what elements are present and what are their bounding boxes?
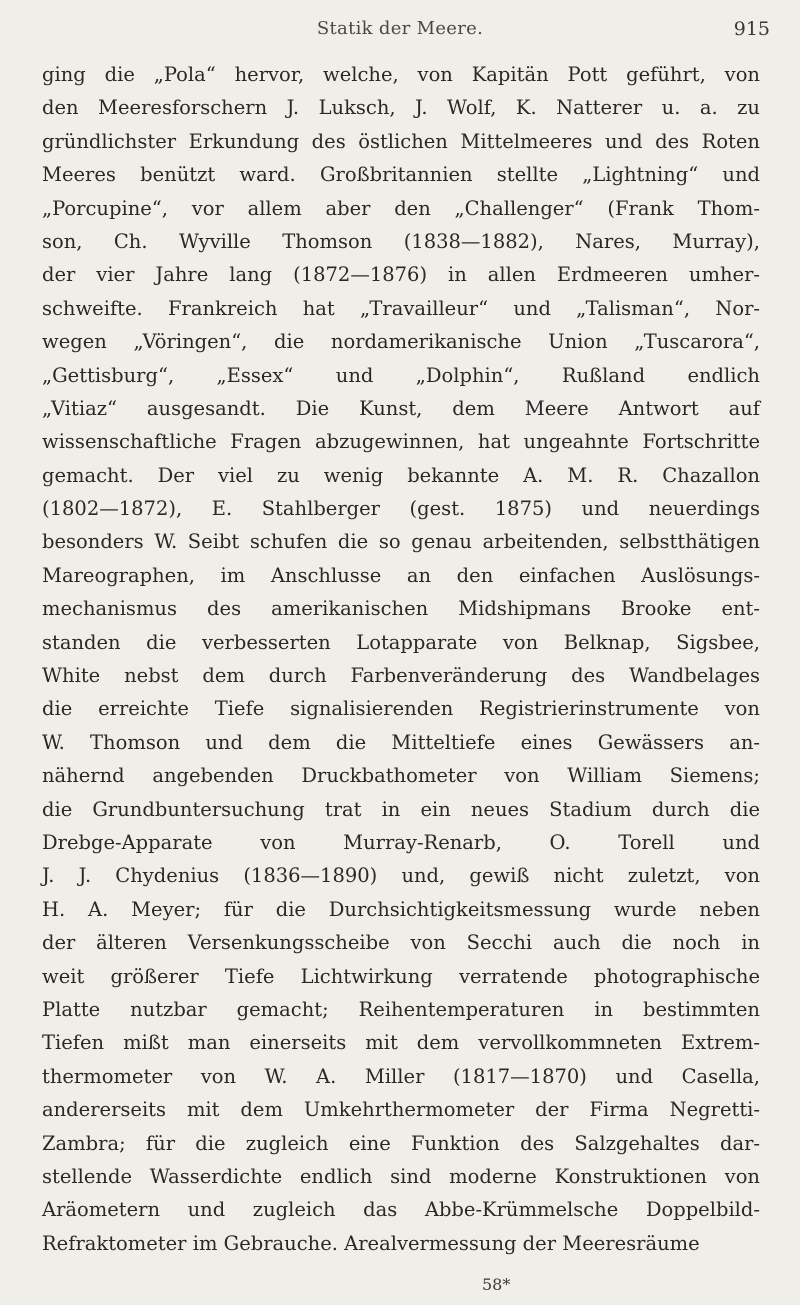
text-line-8: schweifte. Frankreich hat „Travailleur“ und „Talisman“, Nor-	[42, 296, 760, 320]
text-line-14: (1802—1872), E. Stahlberger (gest. 1875) und neuerdings	[42, 497, 760, 521]
text-line-27: der älteren Versenkungsscheibe von Secchi auch die noch in	[42, 931, 760, 955]
text-line-22: nähernd angebenden Druckbathometer von William Siemens;	[42, 764, 760, 788]
text-line-5: „Porcupine“, vor allem aber den „Challenger“ (Frank Thom-	[42, 196, 760, 220]
text-line-36: Refraktometer im Gebrauche. Arealvermessung der Meeresräume	[42, 1231, 700, 1255]
text-line-18: standen die verbesserten Lotapparate von Belknap, Sigsbee,	[42, 630, 760, 654]
text-line-34: stellende Wasserdichte endlich sind moderne Konstruktionen von	[42, 1164, 760, 1188]
signature-mark: 58*	[482, 1275, 511, 1294]
text-line-35: Aräometern und zugleich das Abbe-Krümmelsche Doppelbild-	[42, 1198, 760, 1222]
text-line-33: Zambra; für die zugleich eine Funktion des Salzgehaltes dar-	[42, 1131, 760, 1155]
text-line-7: der vier Jahre lang (1872—1876) in allen Erdmeeren umher-	[42, 263, 760, 287]
text-line-30: Tiefen mißt man einerseits mit dem vervollkommneten Extrem-	[42, 1031, 760, 1055]
text-line-6: son, Ch. Wyville Thomson (1838—1882), Nares, Murray),	[42, 229, 760, 253]
text-line-16: Mareographen, im Anschlusse an den einfachen Auslösungs-	[42, 563, 760, 587]
text-line-9: wegen „Vöringen“, die nordamerikanische Union „Tuscarora“,	[42, 330, 760, 354]
text-line-17: mechanismus des amerikanischen Midshipmans Brooke ent-	[42, 597, 760, 621]
text-line-26: H. A. Meyer; für die Durchsichtigkeitsmessung wurde neben	[42, 897, 760, 921]
text-line-10: „Gettisburg“, „Essex“ und „Dolphin“, Rußland endlich	[42, 363, 760, 387]
text-line-32: andererseits mit dem Umkehrthermometer der Firma Negretti-	[42, 1098, 760, 1122]
text-line-12: wissenschaftliche Fragen abzugewinnen, hat ungeahnte Fortschritte	[42, 430, 760, 454]
text-line-4: Meeres benützt ward. Großbritannien stellte „Lightning“ und	[42, 163, 760, 187]
text-line-19: White nebst dem durch Farbenveränderung des Wandbelages	[42, 664, 760, 688]
text-line-24: Drebge-Apparate von Murray-Renarb, O. Torell und	[42, 830, 760, 854]
text-line-29: Platte nutzbar gemacht; Reihentemperaturen in bestimmten	[42, 997, 760, 1021]
text-line-21: W. Thomson und dem die Mitteltiefe eines Gewässers an-	[42, 730, 760, 754]
text-line-25: J. J. Chydenius (1836—1890) und, gewiß nicht zuletzt, von	[42, 864, 760, 888]
text-line-3: gründlichster Erkundung des östlichen Mittelmeeres und des Roten	[42, 129, 760, 153]
text-line-20: die erreichte Tiefe signalisierenden Registrierinstrumente von	[42, 697, 760, 721]
text-line-31: thermometer von W. A. Miller (1817—1870) und Casella,	[42, 1064, 760, 1088]
text-line-11: „Vitiaz“ ausgesandt. Die Kunst, dem Meere Antwort auf	[42, 396, 760, 420]
text-line-1: ging die „Pola“ hervor, welche, von Kapitän Pott geführt, von	[42, 63, 760, 86]
body-text	[42, 58, 760, 1260]
text-line-13: gemacht. Der viel zu wenig bekannte A. M. R. Chazallon	[42, 463, 760, 487]
text-line-23: die Grundbuntersuchung trat in ein neues Stadium durch die	[42, 797, 760, 821]
running-title: Statik der Meere.	[316, 18, 484, 39]
text-line-28: weit größerer Tiefe Lichtwirkung verratende photographische	[42, 964, 760, 988]
running-head	[0, 18, 800, 46]
page-number: 915	[733, 18, 770, 40]
text-line-2: den Meeresforschern J. Luksch, J. Wolf, K. Natterer u. a. zu	[42, 96, 760, 120]
text-line-15: besonders W. Seibt schufen die so genau arbeitenden, selbstthätigen	[42, 530, 760, 554]
